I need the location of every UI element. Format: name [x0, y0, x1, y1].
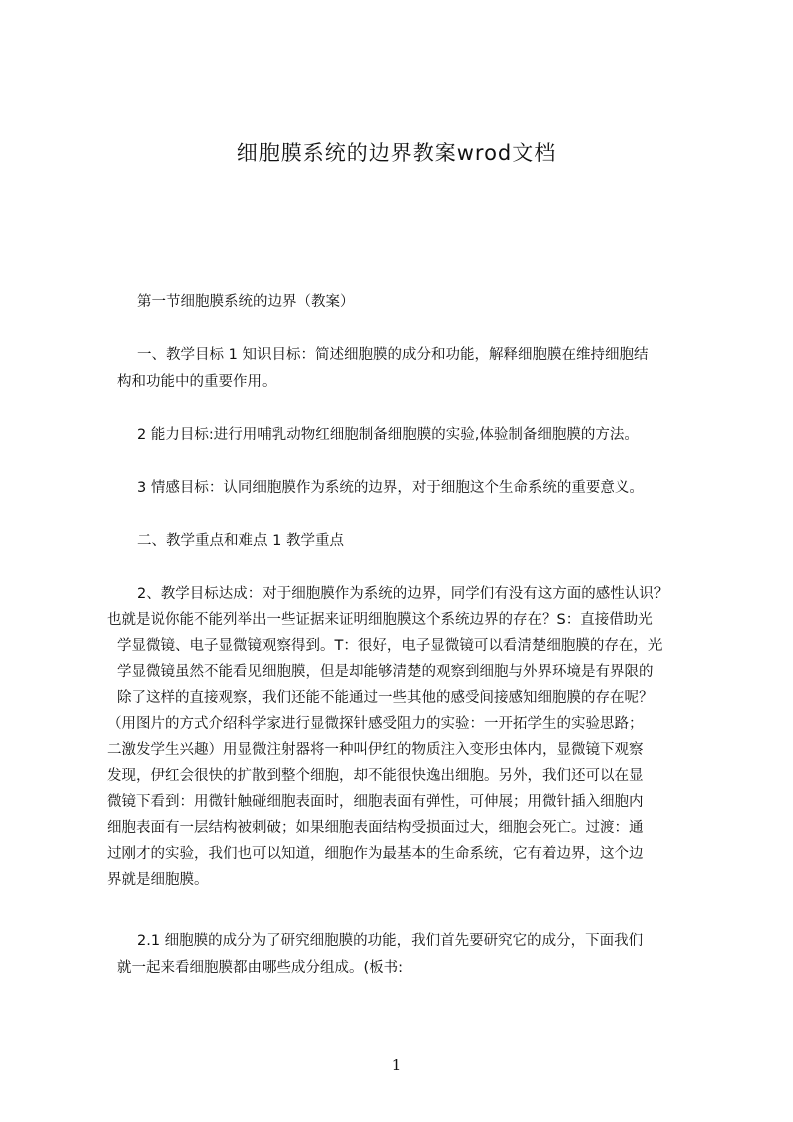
paragraph-line: 2.1 细胞膜的成分为了研究细胞膜的功能，我们首先要研究它的成分，下面我们	[137, 933, 644, 949]
paragraph-line: 2 能力目标:进行用哺乳动物红细胞制备细胞膜的实验,体验制备细胞膜的方法。	[137, 427, 639, 443]
paragraph-line: 过刚才的实验，我们也可以知道，细胞作为最基本的生命系统，它有着边界，这个边	[107, 846, 644, 862]
page-number: 1	[391, 1056, 402, 1074]
paragraph-line: 学显微镜虽然不能看见细胞膜，但是却能够清楚的观察到细胞与外界环境是有界限的	[117, 664, 654, 680]
paragraph-line: 细胞表面有一层结构被刺破；如果细胞表面结构受损面过大，细胞会死亡。过渡：通	[107, 820, 644, 836]
paragraph-line: 二、教学重点和难点 1 教学重点	[137, 533, 344, 549]
paragraph-line: 除了这样的直接观察，我们还能不能通过一些其他的感受间接感知细胞膜的存在呢？	[117, 690, 654, 706]
paragraph-line: 就一起来看细胞膜都由哪些成分组成。(板书:	[117, 960, 404, 976]
paragraph-line: 二激发学生兴趣）用显微注射器将一种叫伊红的物质注入变形虫体内，显微镜下观察	[107, 742, 644, 758]
paragraph-line: 学显微镜、电子显微镜观察得到。T：很好，电子显微镜可以看清楚细胞膜的存在，光	[117, 638, 663, 654]
paragraph-line: 界就是细胞膜。	[107, 872, 209, 888]
paragraph-line: 构和功能中的重要作用。	[117, 374, 277, 390]
document-title: 细胞膜系统的边界教案wrod文档	[236, 141, 557, 165]
paragraph-line: 微镜下看到：用微针触碰细胞表面时，细胞表面有弹性，可伸展；用微针插入细胞内	[107, 794, 644, 810]
paragraph-line: 也就是说你能不能列举出一些证据来证明细胞膜这个系统边界的存在？S：直接借助光	[107, 612, 653, 628]
paragraph-line: （用图片的方式介绍科学家进行显微探针感受阻力的实验：一开拓学生的实验思路；	[107, 716, 644, 732]
paragraph-line: 2、教学目标达成：对于细胞膜作为系统的边界，同学们有没有这方面的感性认识？	[137, 586, 669, 602]
paragraph-line: 3 情感目标：认同细胞膜作为系统的边界，对于细胞这个生命系统的重要意义。	[137, 480, 644, 496]
paragraph-line: 发现，伊红会很快的扩散到整个细胞，却不能很快逸出细胞。另外，我们还可以在显	[107, 768, 644, 784]
section-heading: 第一节细胞膜系统的边界（教案）	[137, 294, 355, 310]
paragraph-line: 一、教学目标 1 知识目标：简述细胞膜的成分和功能，解释细胞膜在维持细胞结	[137, 347, 649, 363]
